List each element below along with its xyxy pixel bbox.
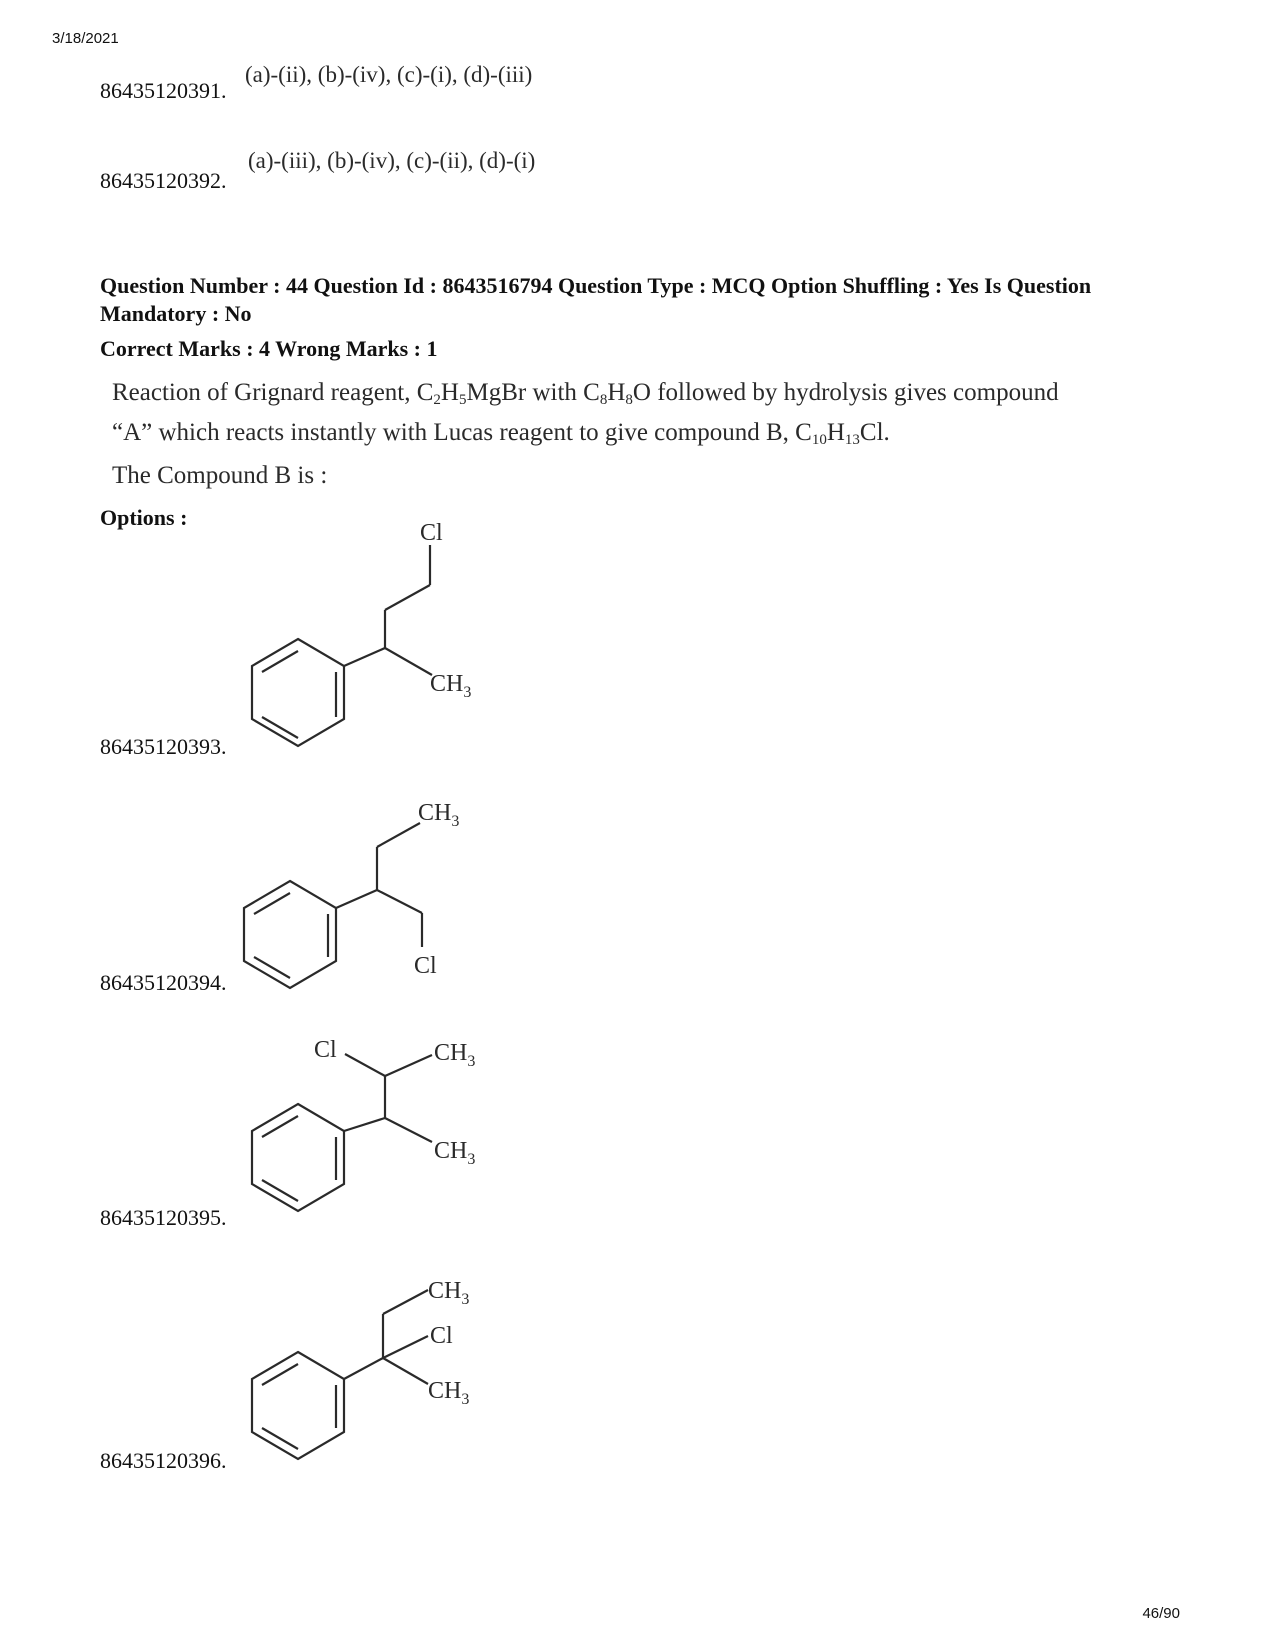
- structure-option-3: [240, 1030, 520, 1220]
- print-date: 3/18/2021: [52, 30, 119, 47]
- structure-option-2: [232, 795, 512, 995]
- option-id: 86435120394.: [100, 970, 227, 995]
- stem-line-1: Reaction of Grignard reagent, $C_2H_5MgBr$ with $C_8H_8O$ followed by hydrolysis gives compound: [112, 379, 1059, 408]
- options-label: Options :: [100, 505, 188, 530]
- question-stem: [112, 373, 1182, 496]
- option-text: (a)-(iii), (b)-(iv), (c)-(ii), (d)-(i): [248, 148, 536, 173]
- atom-label: $CH_3$: [430, 671, 472, 701]
- option-text: (a)-(ii), (b)-(iv), (c)-(i), (d)-(iii): [245, 62, 533, 87]
- atom-label: Cl: [430, 1323, 453, 1349]
- stem-line-2: “A” which reacts instantly with Lucas reagent to give compound B, $C_{10}H_{13}Cl$.: [112, 419, 890, 448]
- atom-label: $CH_3$: [428, 1278, 470, 1308]
- atom-label: Cl: [420, 520, 443, 546]
- atom-label: $CH_3$: [434, 1040, 476, 1070]
- atom-label: $CH_3$: [418, 800, 460, 830]
- question-marks: Correct Marks : 4 Wrong Marks : 1: [100, 336, 438, 361]
- option-id: 86435120395.: [100, 1205, 227, 1230]
- structure-option-4: [240, 1268, 520, 1468]
- stem-line-3: The Compound B is :: [112, 462, 328, 489]
- question-header: Question Number : 44 Question Id : 8643516794 Question Type : MCQ Option Shuffling : Yes Is Question Mandatory : No: [100, 273, 1092, 326]
- page-number: 46/90: [1142, 1605, 1180, 1622]
- option-id: 86435120396.: [100, 1448, 227, 1473]
- structure-option-1: [240, 515, 520, 755]
- atom-label: Cl: [414, 953, 437, 979]
- option-id: 86435120393.: [100, 734, 227, 759]
- atom-label: $CH_3$: [428, 1378, 470, 1408]
- option-id: 86435120391.: [100, 78, 227, 103]
- atom-label: Cl: [314, 1037, 337, 1063]
- atom-label: $CH_3$: [434, 1138, 476, 1168]
- option-id: 86435120392.: [100, 168, 227, 193]
